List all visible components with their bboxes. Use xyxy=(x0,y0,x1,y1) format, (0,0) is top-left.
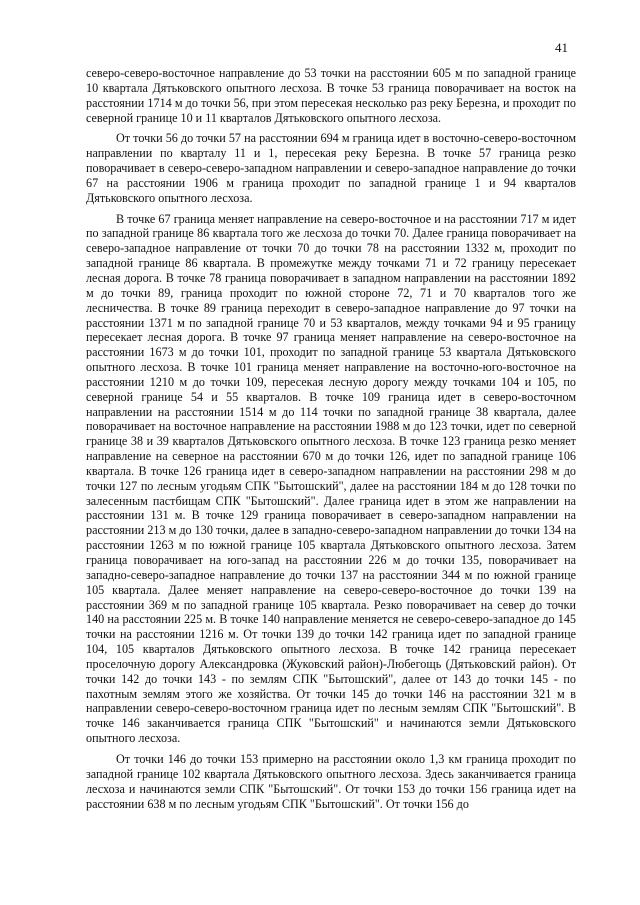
page-number: 41 xyxy=(555,40,568,55)
document-body xyxy=(86,66,576,811)
paragraph-2: От точки 56 до точки 57 на расстоянии 694 м граница идет в восточно-северо-восточном направлении по кварталу 11 и 1, пересекая реку Березна. В точке 57 граница резко поворачивает в северо-северо-западном направлении и северо-западное направление до точки 67 на расстоянии 1906 м граница проходит по западной границе 1 и 94 кварталов Дятьковского опытного лесхоза. xyxy=(86,131,576,205)
paragraph-1: северо-северо-восточное направление до 53 точки на расстоянии 605 м по западной границе 10 квартала Дятьковского опытного лесхоза. В точке 53 граница поворачивает на восток на расстоянии 1714 м до точки 56, при этом пересекая несколько раз реку Березна, и проходит по северной границе 10 и 11 кварталов Дятьковского опытного лесхоза. xyxy=(86,66,576,125)
paragraph-3: В точке 67 граница меняет направление на северо-восточное и на расстоянии 717 м идет по западной границе 86 квартала того же лесхоза до точки 70. Далее граница поворачивает на северо-западное направление от точки 70 до точки 78 на расстоянии 1332 м, проходит по западной границе 86 квартала. В промежутке между точками 71 и 72 границу пересекает лесная дорога. В точке 78 граница поворачивает в западном направлении на расстоянии 1892 м до точки 89, граница проходит по южной стороне 72, 71 и 70 кварталов того же лесничества. В точке 89 граница переходит в северо-западное направление до 97 точки на расстоянии 1371 м по западной границе 70 и 53 кварталов, между точками 94 и 95 границу пересекает лесная дорога. В точке 97 граница меняет направление на северо-восточное на расстоянии 1673 м до точки 101, проходит по западной границе 53 квартала Дятьковского опытного лесхоза. В точке 101 граница меняет направление на восточно-юго-восточное на расстоянии 1210 м до точки 109, пересекая лесную дорогу между точками 104 и 105, по северной границе 54 и 55 кварталов. В точке 109 граница идет в северо-восточном направлении на расстоянии 1514 м до 114 точки по западной границе 38 квартала, далее поворачивает на восточное направление на расстоянии 1988 м до 123 точки, идет по северной границе 38 и 39 кварталов Дятьковского опытного лесхоза. В точке 123 граница резко меняет направление на северное на расстоянии 670 м до точки 126, идет по западной границе 106 квартала. В точке 126 граница идет в северо-западном направлении на расстоянии 298 м до точки 127 по лесным угодьям СПК "Бытошский", далее на расстоянии 184 м до 128 точки по залесенным пастбищам СПК "Бытошский". Далее граница идет в этом же направлении на расстоянии 131 м. В точке 129 граница поворачивает в северо-западном направлении на расстоянии 213 м до 130 точки, далее в западно-северо-западном направлении до точки 134 на расстоянии 1263 м по южной границе 105 квартала Дятьковского опытного лесхоза. Затем граница поворачивает на юго-запад на расстоянии 226 м до точки 135, поворачивает на западно-северо-западное направление до точки 137 на расстоянии 344 м по южной границе 105 квартала. Далее меняет направление на северо-северо-восточное до точки 139 на расстоянии 369 м по западной границе 105 квартала. Резко поворачивает на север до точки 140 на расстоянии 225 м. В точке 140 направление меняется не северо-северо-западное до 145 точки на расстоянии 1216 м. От точки 139 до точки 142 граница идет по западной границе 104, 105 кварталов Дятьковского опытного лесхоза. В точке 142 граница пересекает проселочную дорогу Александровка (Жуковский район)-Любегощь (Дятьковский район). От точки 142 до точки 143 - по землям СПК "Бытошский", далее от 143 до точки 145 - по пахотным землям этого же хозяйства. От точки 145 до точки 146 на расстоянии 321 м в направлении северо-северо-восточном граница идет по лесным землям СПК "Бытошский". В точке 146 заканчивается граница СПК "Бытошский" и начинаются земли Дятьковского опытного лесхоза. xyxy=(86,211,576,746)
paragraph-4: От точки 146 до точки 153 примерно на расстоянии около 1,3 км граница проходит по западной границе 102 квартала Дятьковского опытного лесхоза. Здесь заканчивается граница лесхоза и начинаются земли СПК "Бытошский". От точки 153 до точки 156 граница идет на расстоянии 638 м по лесным угодьям СПК "Бытошский". От точки 156 до xyxy=(86,751,576,811)
